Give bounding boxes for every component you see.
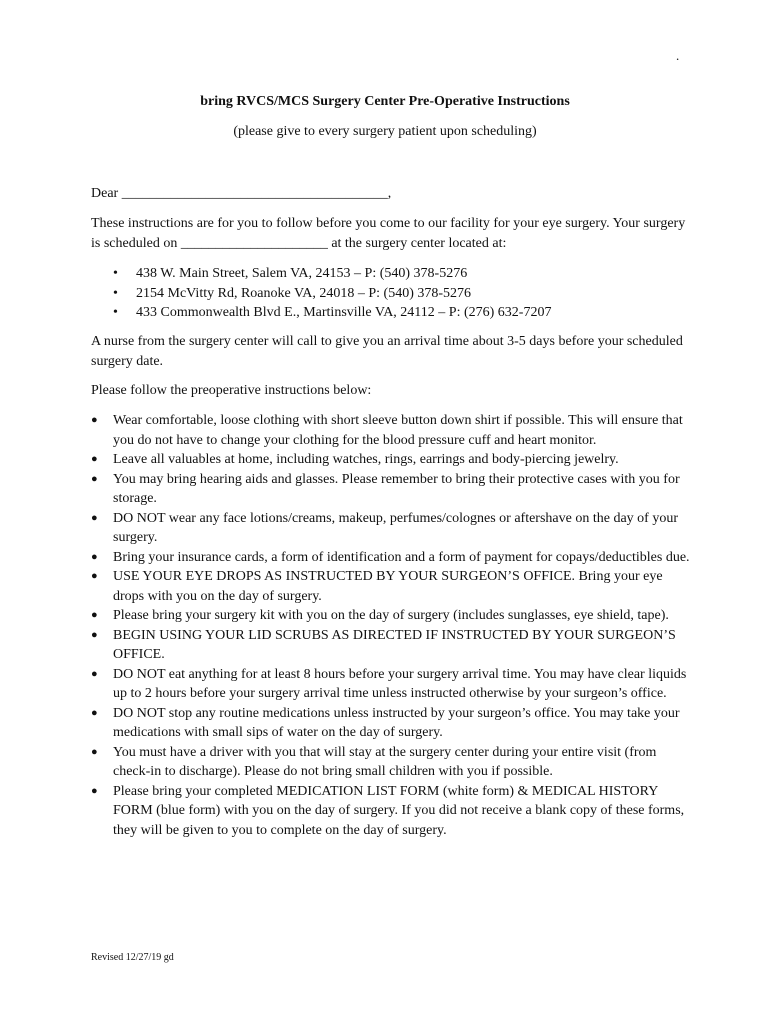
document-title: bring RVCS/MCS Surgery Center Pre-Operative Instructions [200,94,570,109]
salutation: Dear ______________________________________, [91,186,392,201]
instruction-item: ● BEGIN USING YOUR LID SCRUBS AS DIRECTED IF INSTRUCTED BY YOUR SURGEON’S OFFICE. [91,626,691,665]
instruction-item: ● Please bring your completed MEDICATION LIST FORM (white form) & MEDICAL HISTORY FORM (blue form) with you on the day of surgery. If you did not receive a blank copy of these forms, they will be given to you to complete on the day of surgery. [91,782,691,841]
instruction-item: ● USE YOUR EYE DROPS AS INSTRUCTED BY YOUR SURGEON’S OFFICE. Bring your eye drops with you on the day of surgery. [91,567,691,606]
location-list [113,264,673,323]
document-subtitle: (please give to every surgery patient upon scheduling) [233,124,537,139]
instruction-item: ● Please bring your surgery kit with you on the day of surgery (includes sunglasses, eye shield, tape). [91,606,691,626]
intro-paragraph: These instructions are for you to follow before you come to our facility for your eye surgery. Your surgery is scheduled on _____________________ at the surgery center located at: [91,216,686,251]
instruction-item: ● Bring your insurance cards, a form of identification and a form of payment for copays/deductibles due. [91,548,691,568]
corner-mark: . [676,48,680,63]
revision-footer: Revised 12/27/19 gd [91,952,174,963]
nurse-note: A nurse from the surgery center will call to give you an arrival time about 3-5 days before your scheduled surgery date. [91,334,683,369]
instruction-item: ● You may bring hearing aids and glasses. Please remember to bring their protective cases with you for storage. [91,470,691,509]
instruction-item: ● DO NOT wear any face lotions/creams, makeup, perfumes/colognes or aftershave on the day of your surgery. [91,509,691,548]
location-item: • 438 W. Main Street, Salem VA, 24153 – P: (540) 378-5276 [113,264,673,284]
instruction-item: ● DO NOT stop any routine medications unless instructed by your surgeon’s office. You may take your medications with small sips of water on the day of surgery. [91,704,691,743]
instruction-item: ● Leave all valuables at home, including watches, rings, earrings and body-piercing jewelry. [91,450,691,470]
instruction-list [91,411,691,840]
instruction-item: ● DO NOT eat anything for at least 8 hours before your surgery arrival time. You may have clear liquids up to 2 hours before your surgery arrival time unless instructed otherwise by your surgeon’s office. [91,665,691,704]
instruction-item: ● Wear comfortable, loose clothing with short sleeve button down shirt if possible. This will ensure that you do not have to change your clothing for the blood pressure cuff and heart monitor. [91,411,691,450]
location-item: • 2154 McVitty Rd, Roanoke VA, 24018 – P: (540) 378-5276 [113,284,673,304]
instructions-heading: Please follow the preoperative instructions below: [91,383,372,398]
instruction-item: ● You must have a driver with you that will stay at the surgery center during your entire visit (from check-in to discharge). Please do not bring small children with you if possible. [91,743,691,782]
location-item: • 433 Commonwealth Blvd E., Martinsville VA, 24112 – P: (276) 632-7207 [113,303,673,323]
